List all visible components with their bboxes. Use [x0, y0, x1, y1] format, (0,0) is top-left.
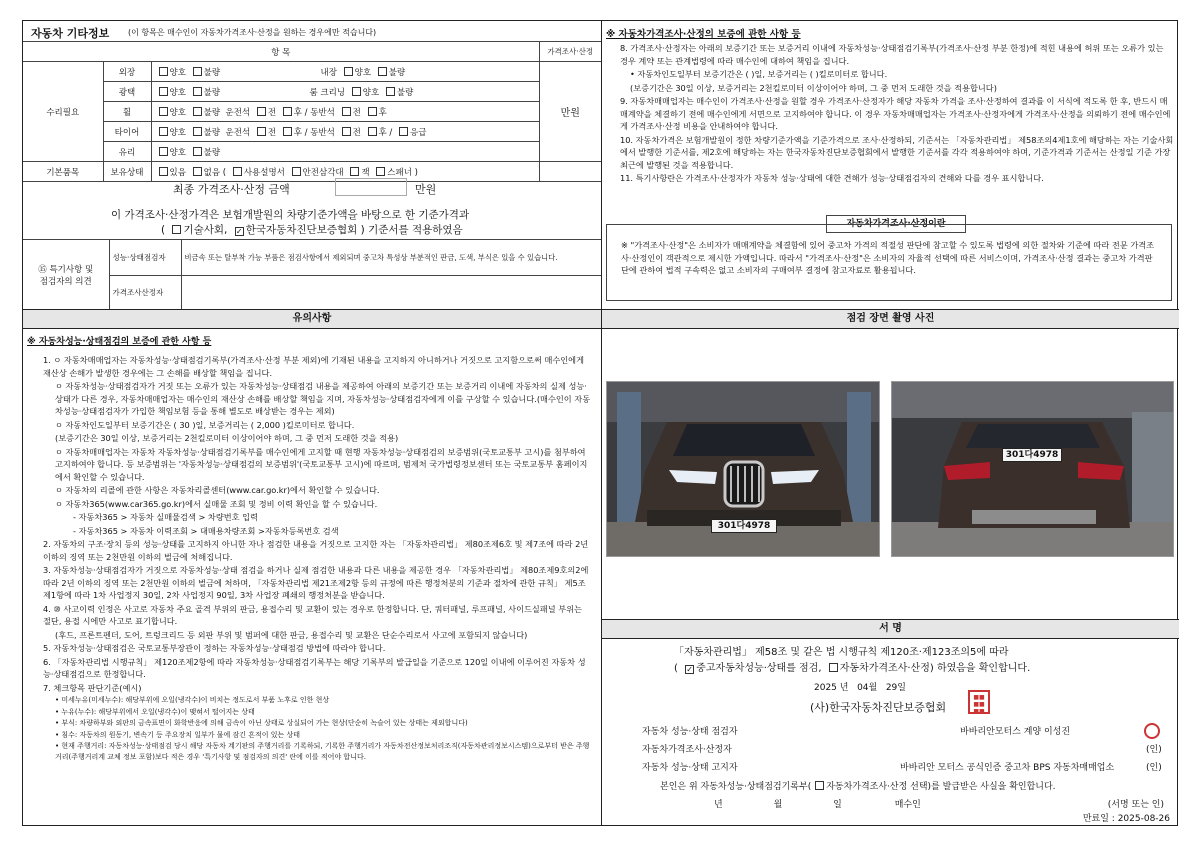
other-info-note: (이 항목은 매수인이 자동차가격조사·산정을 원하는 경우에만 적습니다): [128, 28, 377, 37]
inspector-opinion-text: 비금속 또는 탈부착 가능 부품은 점검사항에서 제외되며 중고차 특성상 부분적인 판금, 도색, 부식은 있을 수 있습니다.: [181, 240, 601, 276]
col-item-header: 항 목: [23, 42, 539, 62]
triangle-checkbox[interactable]: [292, 167, 301, 176]
manual-checkbox[interactable]: [233, 167, 242, 176]
tire-good-checkbox[interactable]: [159, 127, 168, 136]
signature-law-line: 「자동차관리법」 제58조 및 같은 법 시행규칙 제120조·제123조의5에 따라: [674, 647, 1009, 658]
inspector-seal: [1144, 723, 1160, 739]
gloss-label: 광택: [103, 82, 151, 102]
jack-checkbox[interactable]: [350, 167, 359, 176]
basis-engineers-checkbox[interactable]: [172, 225, 181, 234]
wheel-passenger-front-checkbox[interactable]: [342, 107, 351, 116]
glass-bad-checkbox[interactable]: [193, 147, 202, 156]
tire-passenger-rear-checkbox[interactable]: [368, 127, 377, 136]
glass-good-checkbox[interactable]: [159, 147, 168, 156]
basic-items-row: 있음 없음 ( 사용설명서 안전삼각대 잭 스패너 ): [151, 162, 539, 182]
interior-label: 내장: [320, 67, 337, 78]
notes-title: 유의사항: [23, 309, 601, 329]
basic-items-label: 기본품목: [23, 162, 103, 182]
gloss-good-checkbox[interactable]: [159, 87, 168, 96]
buyer-confirm: 본인은 위 자동차성능·상태점검기록부( 자동차가격조사·산정 선택)를 발급받은 사실을 확인합니다.: [660, 782, 1056, 792]
owned-label: 보유상태: [103, 162, 151, 182]
other-info-title: 자동차 기타정보: [31, 27, 110, 40]
exterior-bad-checkbox[interactable]: [193, 67, 202, 76]
notes-panel: [23, 309, 601, 827]
special-notes-label: ⑮ 특기사항 및 점검자의 의견: [23, 240, 109, 310]
glass-label: 유리: [103, 142, 151, 162]
appraisal-box-title: 자동차가격조사·산정이란: [826, 215, 966, 233]
role-notifier: 자동차 성능·상태 고지자 바바리안 모터스 공식인증 중고차 BPS 자동차매매업소 (인): [642, 763, 1162, 773]
inspector-opinion-label: 성능·상태점검자: [109, 240, 181, 276]
repair-price-unit: 만원: [539, 62, 601, 162]
wheel-label: 휠: [103, 102, 151, 122]
signature-options: ( ✓중고자동차성능·상태를 점검, 자동차가격조사·산정) 하였음을 확인합니다.: [674, 659, 1030, 674]
signature-title: 서 명: [602, 619, 1179, 639]
appraiser-opinion-label: 가격조사산정자: [109, 276, 181, 310]
front-view-photo: [606, 381, 880, 557]
special-notes-table: [23, 239, 601, 310]
wheel-driver-front-checkbox[interactable]: [257, 107, 266, 116]
tire-emergency-checkbox[interactable]: [399, 127, 408, 136]
appraisal-checkbox[interactable]: [829, 663, 838, 672]
basic-none-checkbox[interactable]: [193, 167, 202, 176]
rear-plate: 301다4978: [1002, 448, 1062, 462]
roomclean-bad-checkbox[interactable]: [386, 87, 395, 96]
price-guarantee-items: 8. 가격조사·산정자는 아래의 보증기간 또는 보증거리 이내에 자동차성능·상태점검기록부(가격조사·산정 부분 한정)에 적힌 내용에 허위 또는 오류가 있는 경우 계약 또는 관계법령에 따라 매수인에 대하여 책임을 집니다. • 자동차인도일부터 보증기간은 ( )일, 보증거리는 ( )킬로미터로 합니다. (보증기간은 30일 이상, 보증거리는 2천킬로미터 이상이어야 하며, 그 중 먼저 도래한 것을 적용합니다) 9. 자동차매매업자는 매수인이 가격조사·산정을 원할 경우 가격조사·산정자가 해당 자동차 가격을 조사·산정하여 결과를 이 서식에 적도록 한 후, 반드시 매매계약을 체결하기 전에 매수인에게 서면으로 고지하여야 합니다. 이 경우 자동차매매업자는 가격조사·산정자에게 가격조사·산정을 의뢰하기 전에 매수인에게 가격조사·산정 비용을 안내하여야 합니다. 10. 자동차가격은 보험개발원이 정한 차량기준가액을 기준가격으로 조사·산정하되, 기준서는 「자동차관리법」 제58조의4제1호에 해당하는 자는 기술사회에서 발행한 기준서를, 제2호에 해당하는 자는 한국자동차진단보증협회에서 발행한 기준서를 각각 적용하여야 하며, 기준가격과 기준서는 산정일 기준 가장 최근에 발행된 것을 적용합니다. 11. 특기사항란은 가격조사·산정자가 자동차 성능·상태에 대한 견해가 성능·상태점검자의 견해와 다를 경우 표시합니다.: [620, 43, 1174, 183]
wheel-row: 양호 불량 운전석 전 후 / 동반석 전 후: [151, 102, 539, 122]
role-inspector: 자동차 성능·상태 점검자 바바리안모터스 계양 이성진: [642, 723, 1172, 741]
appraiser-opinion-text[interactable]: [181, 276, 601, 310]
buyer-signature-row: 년 월 일 매수인 (서명 또는 인): [714, 800, 1164, 810]
tire-driver-rear-checkbox[interactable]: [283, 127, 292, 136]
basis-association-checkbox[interactable]: [235, 227, 244, 236]
appraisal-box-text: ※ "가격조사·산정"은 소비자가 매매계약을 체결함에 있어 중고차 가격의 적절성 판단에 참고할 수 있도록 법령에 의한 절차와 기준에 따라 전문 가격조사·산정인이 객관적으로 제시한 가액입니다. 따라서 "가격조사·산정"은 소비자의 자율적 선택에 따른 서비스이며, 가격조사·산정 결과는 중고차 가격판단에 관하여 법적 구속력은 없고 소비자의 구매여부 결정에 참고자료로 활용됩니다.: [606, 224, 1172, 301]
interior-good-checkbox[interactable]: [344, 67, 353, 76]
final-price-unit: 만원: [415, 183, 437, 196]
price-guarantee-panel: [602, 21, 1179, 309]
signature-roles: [642, 723, 1172, 777]
price-basis-options: ( 기술사회, ✓한국자동차진단보증협회 ) 기준서를 적용하였음: [161, 222, 463, 237]
wheel-bad-checkbox[interactable]: [193, 107, 202, 116]
exterior-good-checkbox[interactable]: [159, 67, 168, 76]
tire-driver-front-checkbox[interactable]: [257, 127, 266, 136]
gloss-roomclean-row: 양호 불량 룸 크리닝 양호 불량: [151, 82, 539, 102]
wheel-good-checkbox[interactable]: [159, 107, 168, 116]
tire-passenger-front-checkbox[interactable]: [342, 127, 351, 136]
inspection-checkbox[interactable]: [685, 665, 694, 674]
basic-has-checkbox[interactable]: [159, 167, 168, 176]
vehicle-other-info-panel: [23, 21, 601, 311]
role-appraiser: 자동차가격조사·산정자 (인): [642, 745, 1162, 755]
notes-items: 1. ㅇ 자동차매매업자는 자동차성능·상태점검기록부(가격조사·산정 부분 제외)에 기재된 내용을 고지하지 아니하거나 거짓으로 고지함으로써 매수인에게 재산상 손해가 발생한 경우에는 그 손해를 배상할 책임을 집니다. ㅇ 자동차성능·상태점검자가 거짓 또는 오류가 있는 자동차성능·상태점검 내용을 제공하여 아래의 보증기간 또는 보증거리 이내에 자동차의 실제 성능·상태가 다른 경우, 자동차매매업자는 매수인의 재산상 손해를 배상할 책임을 지며, 자동차성능·상태점검자에게 이를 구상할 수 있습니다.(매수인이 자동차성능·상태점검자가 가입한 책임보험 등을 통해 별도로 배상받는 경우는 제외) ㅇ 자동차인도일부터 보증기간은 ( 30 )일, 보증거리는 ( 2,000 )킬로미터로 합니다. (보증기간은 30일 이상, 보증거리는 2천킬로미터 이상이어야 하며, 그 중 먼저 도래한 것을 적용) ㅇ 자동차매매업자는 자동차 자동차성능·상태점검기록부를 매수인에게 고지할 때 현행 자동차성능·상태점검의 보증범위(국토교통부 고시)를 첨부하여 고지하여야 합니다. 등 보증범위는 '자동차성능·상태점검의 보증범위'(국토교통부 고시)에 따르며, 범제처 국가법령정보센터 또는 국토교통부 홈페이지에서 확인할 수 있습니다. ㅇ 자동차의 리콜에 관한 사항은 자동차리콜센터(www.car.go.kr)에서 확인할 수 있습니다. ㅇ 자동차365(www.car365.go.kr)에서 실매물 조회 및 정비 이력 확인을 할 수 있습니다. - 자동차365 > 자동차 실매물검색 > 차량번호 입력 - 자동차365 > 자동차 이력조회 > 대매용차량조회 >자동차등록번호 검색 2. 자동차의 구조·장치 등의 성능·상태를 고지하지 아니한 자나 점검한 내용을 거짓으로 고지한 자는 「자동차관리법」 제80조제6호 및 제7조에 따라 2년 이하의 징역 또는 2천만원 이하의 벌금에 처해집니다. 3. 자동차성능·상태점검자가 거짓으로 자동차성능·상태 점검을 하거나 실제 점검한 내용과 다른 내용을 제공한 경우 「자동차관리법」 제80조제9호의2에 따라 2년 이하의 징역 또는 2천만원 이하의 벌금에 처하며, 「자동차관리법 제21조제2항 등의 규정에 따른 행정처분의 기준과 절차에 관한 규칙」 제5조제1항에 따라 1차 사업정지 30일, 2차 사업정지 90일, 3차 사업장 폐쇄의 행정처분을 받습니다. 4. ⑩ 사고이력 인정은 사고로 자동차 주요 골격 부위의 판금, 용접수리 및 교환이 있는 경우로 한정합니다. 단, 쿼터패널, 루프패널, 사이드실패널 부위는 절단, 용접 시에만 사고로 표기합니다. (후드, 프론트펜더, 도어, 트렁크리드 등 외판 부위 및 범퍼에 대한 판금, 용접수리 및 교환은 단순수리로서 사고에 포함되지 않습니다) 5. 자동차성능·상태점검은 국토교통부장관이 정하는 자동차성능·상태점검 방법에 따라야 합니다. 6. 「자동차관리법 시행규칙」 제120조제2항에 따라 자동차성능·상태점검기록부는 해당 기록부의 발급일을 기준으로 120일 이내에 이루어진 자동차 성능·상태점검으로 한정합니다. 7. 체크항목 판단기준(예시) • 미세누유(미세누수): 해당부위에 오일(냉각수)이 비치는 정도로서 부품 노후로 인한 현상 • 누유(누수): 해당부위에서 오일(냉각수)이 맺혀서 떨어지는 상태 • 부식: 차량하부와 외판의 금속표면이 화학반응에 의해 금속이 아닌 상태로 상실되어 가는 현상(단순히 녹슬어 있는 상태는 제외합니다) • 침수: 자동차의 원동기, 변속기 등 주요장치 일부가 물에 잠긴 흔적이 있는 상태 • 현재 주행거리: 자동차성능·상태점검 당시 해당 자동차 계기판의 주행거리를 기록하되, 기록한 주행거리가 자동차전산정보처리조직(자동차관리정보시스템)으로부터 받은 주행거리(주행거리계 교체 정보 포함)보다 적은 경우 '특기사항 및 점검자의 의견' 란에 이를 적어야 합니다.: [43, 355, 591, 761]
front-plate: 301다4978: [711, 519, 777, 533]
tire-label: 타이어: [103, 122, 151, 142]
notes-subtitle: ※ 자동차성능·상태점검의 보증에 관한 사항 등: [27, 337, 212, 347]
association-name: (사)한국자동차진단보증협회: [810, 701, 947, 714]
wheel-driver-rear-checkbox[interactable]: [283, 107, 292, 116]
gloss-bad-checkbox[interactable]: [193, 87, 202, 96]
glass-row: 양호 불량: [151, 142, 539, 162]
inspection-record-sheet: [22, 20, 1178, 826]
room-clean-label: 룸 크리닝: [309, 87, 346, 98]
roomclean-good-checkbox[interactable]: [352, 87, 361, 96]
interior-bad-checkbox[interactable]: [378, 67, 387, 76]
photos-panel: [602, 309, 1179, 639]
exterior-interior-row: 양호 불량 내장 양호 불량: [151, 62, 539, 82]
tire-row: 양호 불량 운전석 전 후 / 동반석 전 후 / 응급: [151, 122, 539, 142]
final-price-input[interactable]: [335, 178, 407, 196]
final-price-label: 최종 가격조사·산정 금액: [173, 183, 290, 196]
other-info-table: [23, 41, 601, 182]
signature-panel: [602, 619, 1179, 827]
col-price-header: 가격조사·산정: [539, 42, 601, 62]
buyer-appraisal-checkbox[interactable]: [815, 781, 824, 790]
spanner-checkbox[interactable]: [376, 167, 385, 176]
rear-view-photo: [891, 381, 1174, 557]
wheel-passenger-rear-checkbox[interactable]: [368, 107, 377, 116]
tire-bad-checkbox[interactable]: [193, 127, 202, 136]
repair-needed-label: 수리필요: [23, 62, 103, 162]
signature-date: 2025 년 04월 29일: [814, 683, 906, 693]
price-guarantee-title: ※ 자동차가격조사·산정의 보증에 관한 사항 등: [606, 29, 801, 40]
price-basis-line: 이 가격조사·산정가격은 보험개발원의 차량기준가액을 바탕으로 한 기준가격과: [111, 209, 470, 221]
association-seal: ■■ ■■ ■■: [968, 690, 990, 714]
photos-title: 점검 장면 촬영 사진: [602, 309, 1179, 329]
expiry-date: 만료일 : 2025-08-26: [1082, 814, 1170, 824]
exterior-label: 외장: [103, 62, 151, 82]
